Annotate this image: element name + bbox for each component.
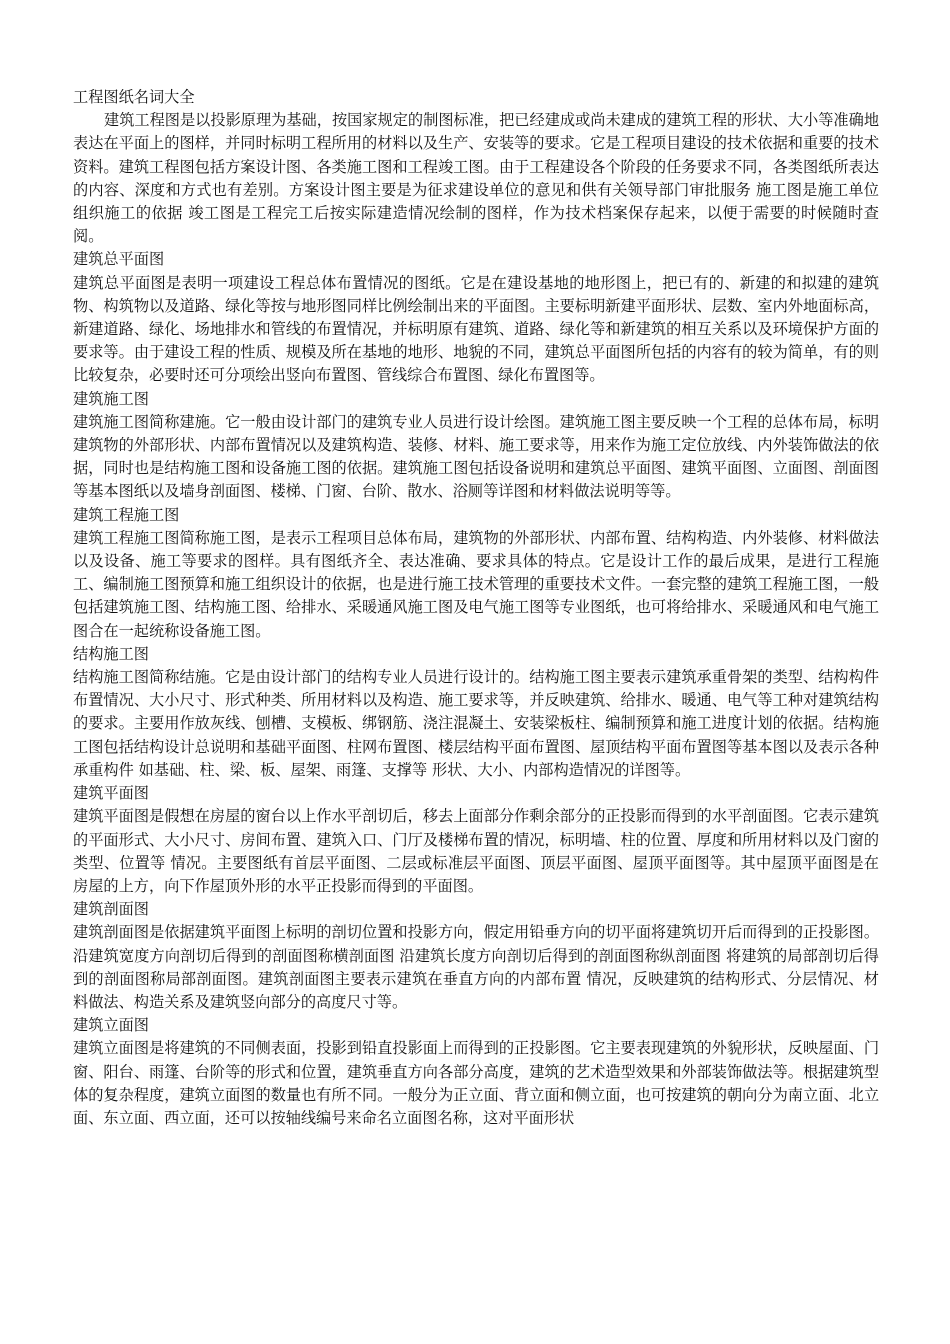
section-heading: 建筑施工图	[73, 389, 149, 408]
section-site-plan	[73, 248, 879, 387]
section-body: 建筑工程施工图简称施工图，是表示工程项目总体布局，建筑物的外部形状、内部布置、结构构造、内外装修、材料做法以及设备、施工等要求的图样。具有图纸齐全、表达准确、要求具体的特点。它是设计工作的最后成果，是进行工程施工、编制施工图预算和施工组织设计的依据，也是进行施工技术管理的重要技术文件。一套完整的建筑工程施工图，一般包括建筑施工图、结构施工图、给排水、采暖通风施工图及电气施工图等专业图纸，也可将给排水、采暖通风和电气施工图合在一起统称设备施工图。	[73, 528, 879, 640]
section-elevation-drawing	[73, 1014, 879, 1130]
section-heading: 建筑平面图	[73, 784, 149, 803]
section-architectural-drawings	[73, 388, 879, 504]
section-section-drawing	[73, 898, 879, 1014]
section-heading: 建筑立面图	[73, 1016, 149, 1035]
section-heading: 建筑剖面图	[73, 900, 149, 919]
document-page	[73, 86, 879, 1130]
section-body: 建筑立面图是将建筑的不同侧表面，投影到铅直投影面上而得到的正投影图。它主要表现建筑的外貌形状，反映屋面、门窗、阳台、雨篷、台阶等的形式和位置，建筑垂直方向各部分高度，建筑的艺术造型效果和外部装饰做法等。根据建筑型体的复杂程度，建筑立面图的数量也有所不同。一般分为正立面、背立面和侧立面，也可按建筑的朝向分为南立面、北立面、东立面、西立面，还可以按轴线编号来命名立面图名称，这对平面形状	[73, 1039, 879, 1127]
section-structural-drawings	[73, 643, 879, 782]
section-construction-drawings	[73, 504, 879, 643]
section-body: 建筑平面图是假想在房屋的窗台以上作水平剖切后，移去上面部分作剩余部分的正投影而得到的水平剖面图。它表示建筑的平面形式、大小尺寸、房间布置、建筑入口、门厅及楼梯布置的情况，标明墙、柱的位置、厚度和所用材料以及门窗的类型、位置等 情况。主要图纸有首层平面图、二层或标准层平面图、顶层平面图、屋顶平面图等。其中屋顶平面图是在房屋的上方，向下作屋顶外形的水平正投影而得到的平面图。	[73, 807, 879, 895]
section-body: 建筑施工图简称建施。它一般由设计部门的建筑专业人员进行设计绘图。建筑施工图主要反映一个工程的总体布局，标明建筑物的外部形状、内部布置情况以及建筑构造、装修、材料、施工要求等，用来作为施工定位放线、内外装饰做法的依据，同时也是结构施工图和设备施工图的依据。建筑施工图包括设备说明和建筑总平面图、建筑平面图、立面图、剖面图等基本图纸以及墙身剖面图、楼梯、门窗、台阶、散水、浴厕等详图和材料做法说明等等。	[73, 412, 879, 501]
section-heading: 建筑总平面图	[73, 250, 165, 269]
section-body: 建筑总平面图是表明一项建设工程总体布置情况的图纸。它是在建设基地的地形图上，把已有的、新建的和拟建的建筑物、构筑物以及道路、绿化等按与地形图同样比例绘制出来的平面图。主要标明新建平面形状、层数、室内外地面标高，新建道路、绿化、场地排水和管线的布置情况，并标明原有建筑、道路、绿化等和新建筑的相互关系以及环境保护方面的要求等。由于建设工程的性质、规模及所在基地的地形、地貌的不同，建筑总平面图所包括的内容有的较为简单，有的则比较复杂，必要时还可分项绘出竖向布置图、管线综合布置图、绿化布置图等。	[73, 273, 879, 385]
intro-paragraph: 建筑工程图是以投影原理为基础，按国家规定的制图标准，把已经建成或尚未建成的建筑工程的形状、大小等准确地表达在平面上的图样，并同时标明工程所用的材料以及生产、安装等的要求。它是工程项目建设的技术依据和重要的技术资料。建筑工程图包括方案设计图、各类施工图和工程竣工图。由于工程建设各个阶段的任务要求不同，各类图纸所表达的内容、深度和方式也有差别。方案设计图主要是为征求建设单位的意见和供有关领导部门审批服务 施工图是施工单位组织施工的依据 竣工图是工程完工后按实际建造情况绘制的图样，作为技术档案保存起来，以便于需要的时候随时查阅。	[73, 111, 879, 246]
section-heading: 建筑工程施工图	[73, 505, 180, 524]
section-body: 结构施工图简称结施。它是由设计部门的结构专业人员进行设计的。结构施工图主要表示建筑承重骨架的类型、结构构件布置情况、大小尺寸、形式种类、所用材料以及构造、施工要求等，并反映建筑、给排水、暖通、电气等工种对建筑结构的要求。主要用作放灰线、刨槽、支模板、绑钢筋、浇注混凝土、安装梁板柱、编制预算和施工进度计划的依据。结构施工图包括结构设计总说明和基础平面图、柱网布置图、楼层结构平面布置图、屋顶结构平面布置图等基本图以及表示各种承重构件 如基础、柱、梁、板、屋架、雨篷、支撑等 形状、大小、内部构造情况的详图等。	[73, 668, 879, 779]
section-body: 建筑剖面图是依据建筑平面图上标明的剖切位置和投影方向，假定用铅垂方向的切平面将建筑切开后而得到的正投影图。沿建筑宽度方向剖切后得到的剖面图称横剖面图 沿建筑长度方向剖切后得到的剖面图称纵剖面图 将建筑的局部剖切后得到的剖面图称局部剖面图。建筑剖面图主要表示建筑在垂直方向的内部布置 情况，反映建筑的结构形式、分层情况、材料做法、构造关系及建筑竖向部分的高度尺寸等。	[73, 923, 879, 1011]
document-title: 工程图纸名词大全	[73, 88, 195, 106]
section-heading: 结构施工图	[73, 644, 149, 663]
section-floor-plan	[73, 782, 879, 898]
